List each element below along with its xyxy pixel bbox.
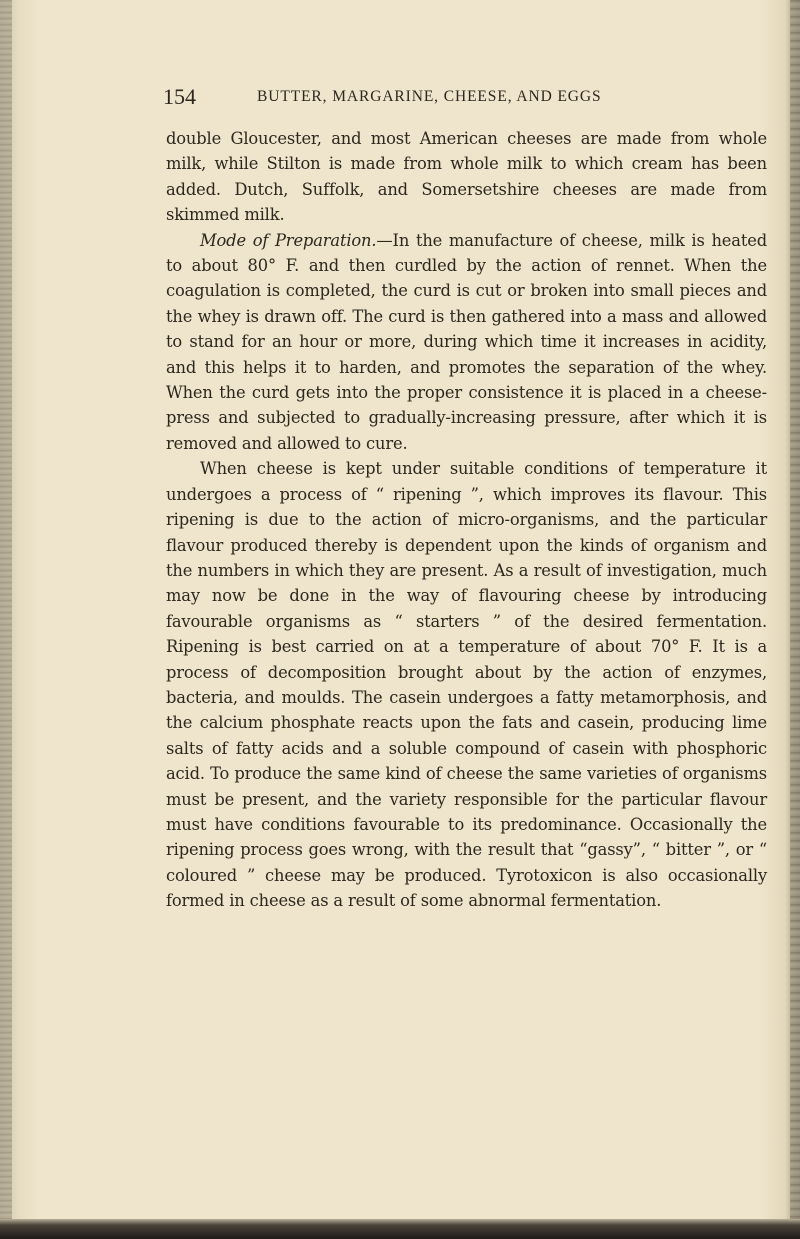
paragraph-mode-of-preparation	[166, 228, 767, 457]
body-text	[166, 126, 767, 914]
page-header	[163, 84, 663, 114]
running-head: BUTTER, MARGARINE, CHEESE, AND EGGS	[257, 88, 602, 105]
section-heading: Mode of Preparation.	[200, 230, 377, 250]
paragraph-text: —In the manufacture of cheese, milk is heated to about 80° F. and then curdled by the action of rennet. When the coagulation is completed, the curd is cut or broken into small pieces and the whey is drawn off. The curd is then gathered into a mass and allowed to stand for an hour or more, during which time it increases in acidity, and this helps it to harden, and promotes the separation of the whey. When the curd gets into the proper consistence it is placed in a cheese-press and subjected to gradually-increasing pressure, after which it is removed and allowed to cure.	[166, 230, 767, 453]
page-number: 154	[163, 84, 196, 109]
paragraph-ripening: When cheese is kept under suitable conditions of temperature it undergoes a process of “ ripening ”, which improves its flavour. This ripening is due to the action of micro-organisms, and the particular flavour produced thereby is dependent upon the kinds of organism and the numbers in which they are present. As a result of investigation, much may now be done in the way of flavouring cheese by introducing favourable organisms as “ starters ” of the desired fermentation. Ripening is best carried on at a temperature of about 70° F. It is a process of decomposition brought about by the action of enzymes, bacteria, and moulds. The casein undergoes a fatty metamorphosis, and the calcium phosphate reacts upon the fats and casein, producing lime salts of fatty acids and a soluble compound of casein with phosphoric acid. To produce the same kind of cheese the same varieties of organisms must be present, and the variety responsible for the particular flavour must have conditions favourable to its predominance. Occasionally the ripening process goes wrong, with the result that “gassy”, “ bitter ”, or “ coloured ” cheese may be produced. Tyrotoxicon is also occasionally formed in cheese as a result of some abnormal fermentation.	[166, 459, 767, 911]
page-bottom-shadow	[0, 1219, 800, 1239]
page-binding-edge	[0, 0, 12, 1239]
page-outer-edge	[790, 0, 800, 1239]
paragraph-continued: double Gloucester, and most American cheeses are made from whole milk, while Stilton is made from whole milk to which cream has been added. Dutch, Suffolk, and Somersetshire cheeses are made from skimmed milk.	[166, 129, 767, 225]
